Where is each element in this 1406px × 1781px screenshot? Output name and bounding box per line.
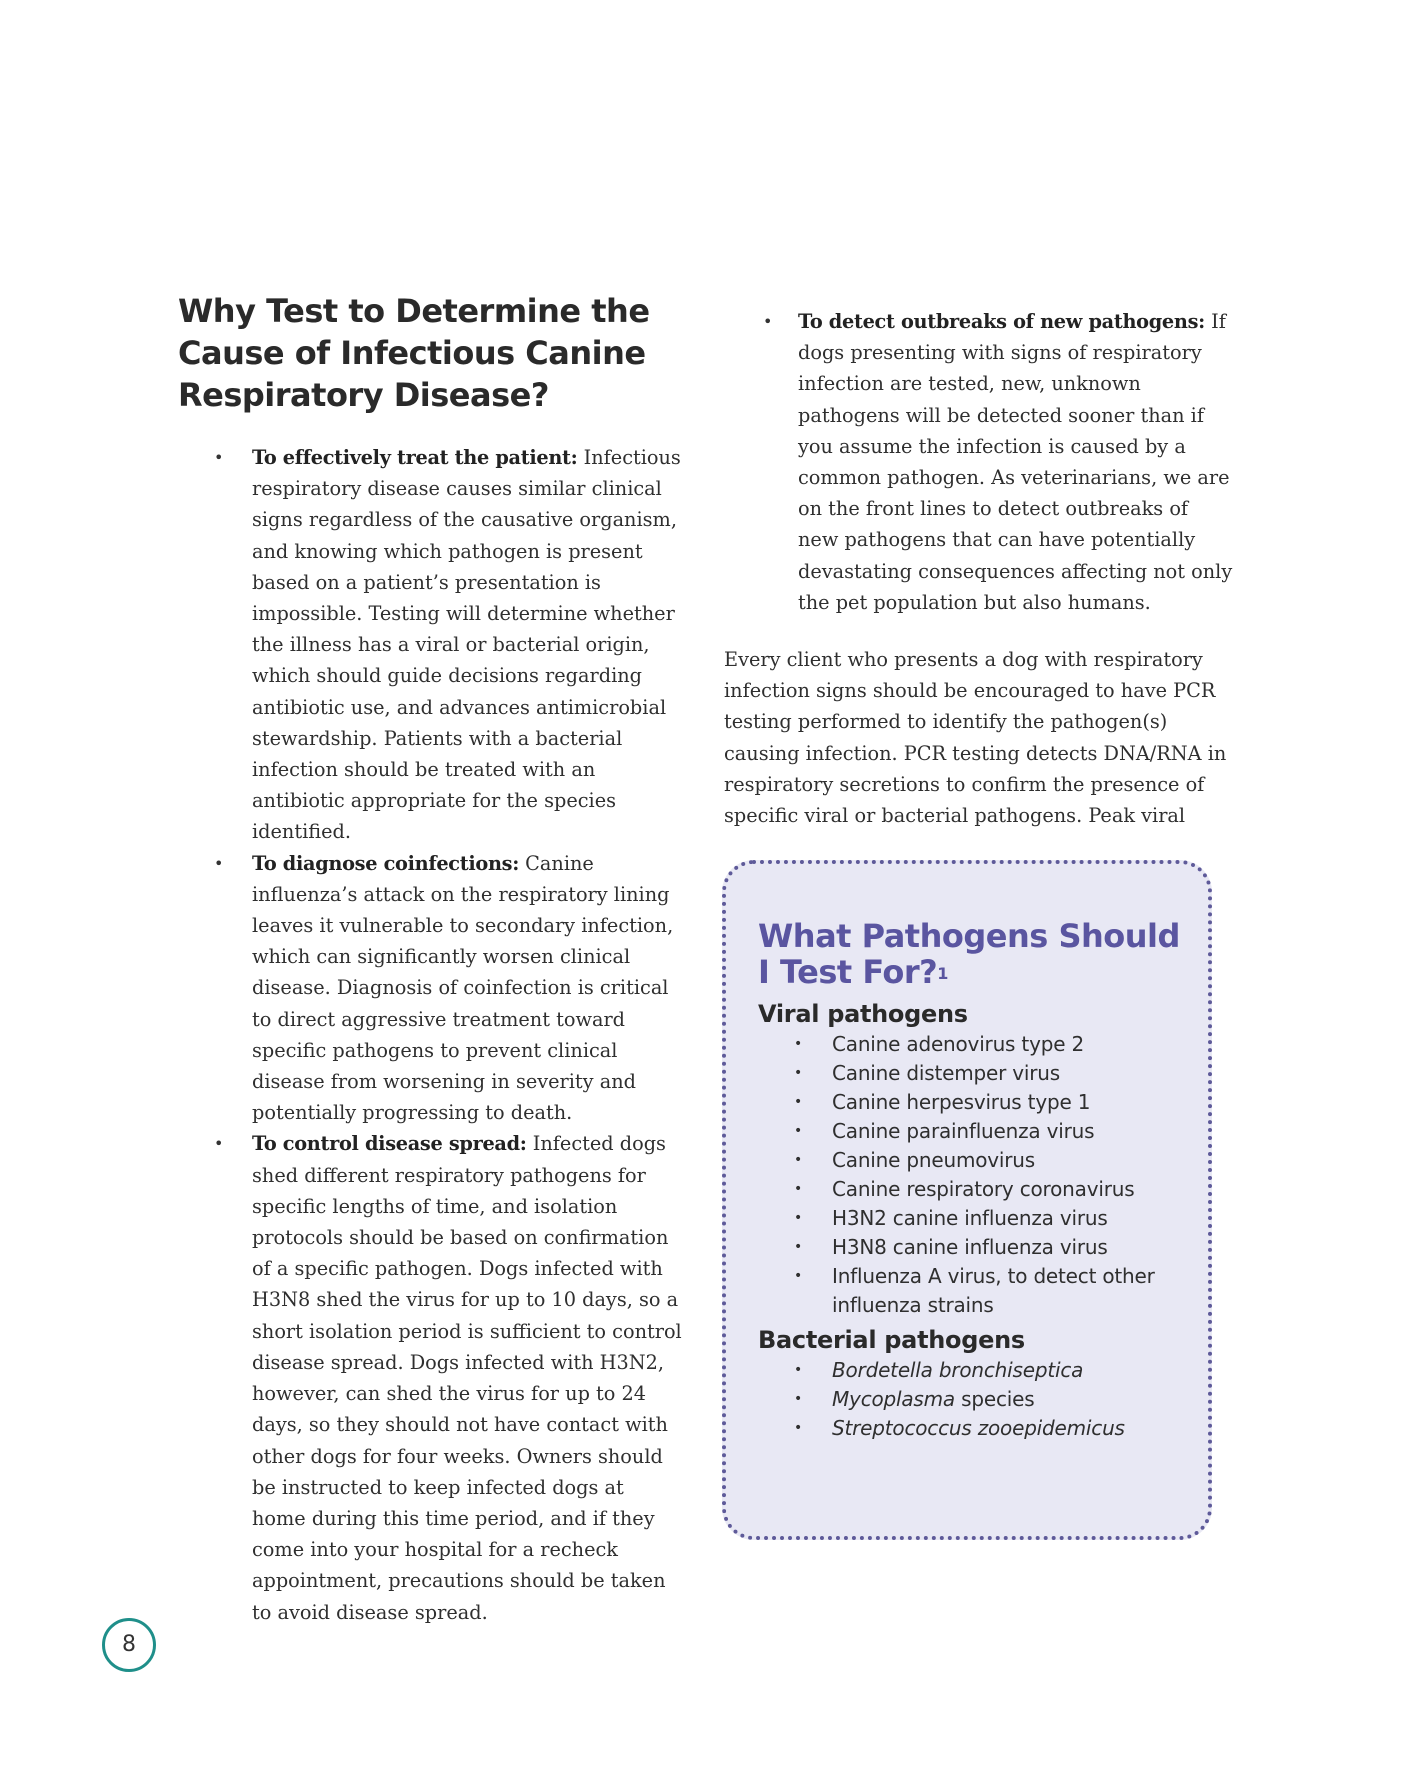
- bullet-lead: To control disease spread:: [252, 1132, 527, 1156]
- viral-heading: Viral pathogens: [758, 1000, 968, 1028]
- scientific-name: Mycoplasma: [832, 1387, 955, 1411]
- bullet-text: If dogs presenting with signs of respiratory infection are tested, new, unknown pathogens will be detected sooner than if you assume the infection is caused by a common pathogen. As veterinarians, we are on the front lines to detect outbreaks of new pathogens that can have potentially devastating consequences affecting not only the pet population but also humans.: [798, 310, 1233, 614]
- list-item: • Canine herpesvirus type 1: [758, 1088, 1188, 1117]
- scientific-name: Bordetella bronchiseptica: [832, 1358, 1084, 1382]
- list-item: [758, 1414, 1188, 1443]
- name-suffix: species: [955, 1387, 1035, 1411]
- bacterial-pathogen-list: [758, 1356, 1188, 1443]
- bullet-text: Infectious respiratory disease causes similar clinical signs regardless of the causative organism, and knowing which pathogen is present based on a patient’s presentation is impossible. Testing will determine whether the illness has a viral or bacterial origin, which should guide decisions regarding antibiotic use, and advances antimicrobial stewardship. Patients with a bacterial infection should be treated with an antibiotic appropriate for the species identified.: [252, 446, 681, 844]
- bullet-lead: To effectively treat the patient:: [252, 446, 578, 469]
- list-item: [758, 1385, 1188, 1414]
- bacterial-heading: Bacterial pathogens: [758, 1326, 1025, 1354]
- list-item: • H3N8 canine influenza virus: [758, 1233, 1188, 1262]
- bullet-lead: To diagnose coinfections:: [252, 851, 520, 875]
- list-item: • Canine parainfluenza virus: [758, 1117, 1188, 1146]
- section-title: Why Test to Determine the Cause of Infectious Canine Respiratory Disease?: [178, 292, 650, 414]
- list-item: [724, 306, 1234, 618]
- viral-pathogen-list: [758, 1030, 1188, 1320]
- left-column: [178, 290, 683, 1628]
- list-item: • H3N2 canine influenza virus: [758, 1204, 1188, 1233]
- list-item: • Canine pneumovirus: [758, 1146, 1188, 1175]
- list-item: • Canine adenovirus type 2: [758, 1030, 1188, 1059]
- footnote-reference: 1: [937, 964, 948, 983]
- list-item: [178, 442, 683, 848]
- list-item: [758, 1356, 1188, 1385]
- right-column: [724, 306, 1234, 831]
- callout-title: [758, 918, 1188, 990]
- pathogens-callout-box: [722, 860, 1212, 1540]
- reasons-list: [178, 442, 683, 1628]
- list-item: • Canine distemper virus: [758, 1059, 1188, 1088]
- list-item: [178, 1128, 683, 1627]
- callout-title-text: What Pathogens Should I Test For?: [758, 917, 1180, 991]
- page-number: 8: [102, 1618, 156, 1672]
- list-item: [178, 848, 683, 1129]
- body-paragraph: Every client who presents a dog with respiratory infection signs should be encouraged to have PCR testing performed to identify the pathogen(s) causing infection. PCR testing detects DNA/RNA in respiratory secretions to confirm the presence of specific viral or bacterial pathogens. Peak viral: [724, 648, 1227, 828]
- scientific-name: Streptococcus zooepidemicus: [832, 1416, 1125, 1440]
- list-item: • Influenza A virus, to detect other influenza strains: [758, 1262, 1188, 1320]
- bullet-lead: To detect outbreaks of new pathogens:: [798, 310, 1205, 333]
- list-item: • Canine respiratory coronavirus: [758, 1175, 1188, 1204]
- bullet-text: Canine influenza’s attack on the respiratory lining leaves it vulnerable to secondary infection, which can significantly worsen clinical disease. Diagnosis of coinfection is critical to direct aggressive treatment toward specific pathogens to prevent clinical disease from worsening in severity and potentially progressing to death.: [252, 851, 674, 1125]
- bullet-text: Infected dogs shed different respiratory pathogens for specific lengths of time, and isolation protocols should be based on confirmation of a specific pathogen. Dogs infected with H3N8 shed the virus for up to 10 days, so a short isolation period is sufficient to control disease spread. Dogs infected with H3N2, however, can shed the virus for up to 24 days, so they should not have contact with other dogs for four weeks. Owners should be instructed to keep infected dogs at home during this time period, and if they come into your hospital for a recheck appointment, precautions should be taken to avoid disease spread.: [252, 1132, 682, 1624]
- reasons-list-continued: [724, 306, 1234, 618]
